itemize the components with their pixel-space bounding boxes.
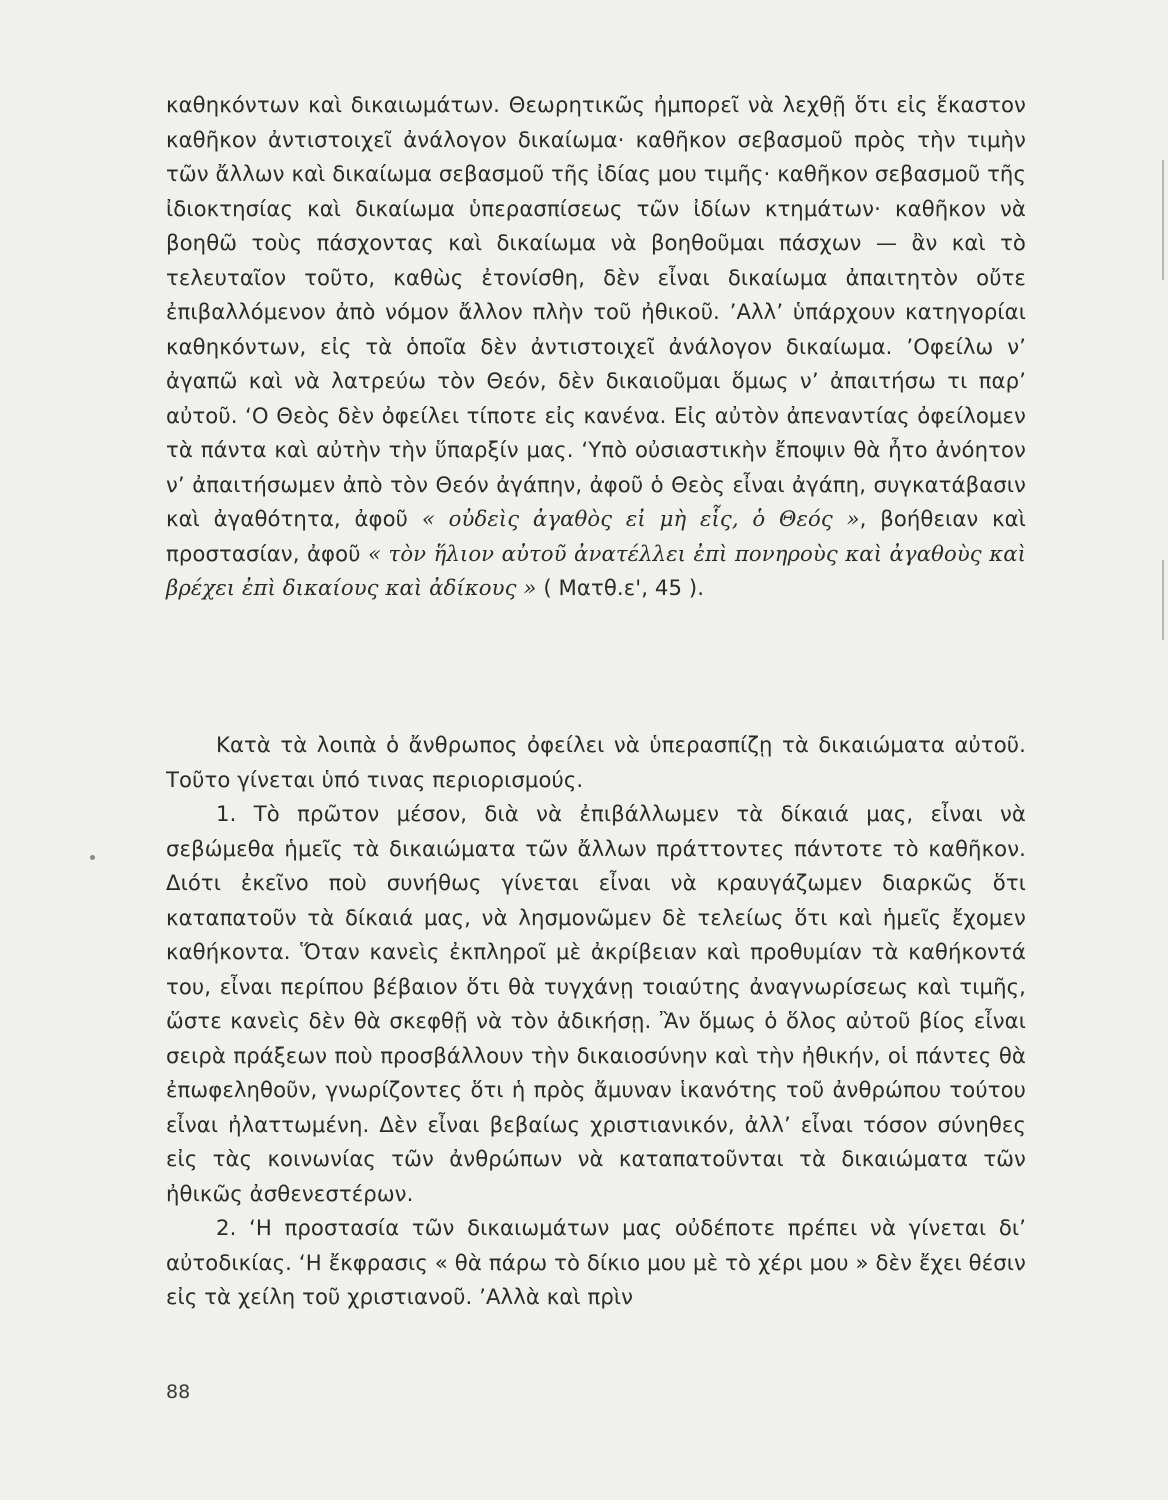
- quote-2: « τὸν ἥλιον αὐτοῦ ἀνατέλλει ἐπὶ πονηροὺς καὶ ἀγαθοὺς καὶ βρέχει ἐπὶ δικαίους καὶ ἀδίκους »: [166, 540, 1027, 600]
- scan-speck: [90, 855, 95, 860]
- scripture-reference: ( Ματθ.ε', 45 ).: [536, 575, 705, 600]
- page-edge-shadow: [1162, 160, 1164, 280]
- paragraph-1-text: καθηκόντων καὶ δικαιωμάτων. Θεωρητικῶς ἠμπορεῖ νὰ λεχθῇ ὅτι εἰς ἕκαστον καθῆκον ἀντιστοιχεῖ ἀνάλογον δικαίωμα· καθῆκον σεβασμοῦ πρὸς τὴν τιμὴν τῶν ἄλλων καὶ δικαίωμα σεβασμοῦ τῆς ἰδίας μου τιμῆς· καθῆκον σεβασμοῦ τῆς ἰδιοκτησίας καὶ δικαίωμα ὑπερασπίσεως τῶν ἰδίων κτημάτων· καθῆκον νὰ βοηθῶ τοὺς πάσχοντας καὶ δικαίωμα νὰ βοηθοῦμαι πάσχων — ἂν καὶ τὸ τελευταῖον τοῦτο, καθὼς ἐτονίσθη, δὲν εἶναι δικαίωμα ἀπαιτητὸν οὔτε ἐπιβαλλόμενον ἀπὸ νόμον ἄλλον πλὴν τοῦ ἠθικοῦ. ’Αλλ’ ὑπάρχουν κατηγορίαι καθηκόντων, εἰς τὰ ὁποῖα δὲν ἀντιστοιχεῖ ἀνάλογον δικαίωμα. ’Οφείλω ν’ ἀγαπῶ καὶ νὰ λατρεύω τὸν Θεόν, δὲν δικαιοῦμαι ὅμως ν’ ἀπαιτήσω τι παρ’ αὐτοῦ. ‘Ο Θεὸς δὲν ὀφείλει τίποτε εἰς κανένα. Εἰς αὐτὸν ἀπεναντίας ὀφείλομεν τὰ πάντα καὶ αὐτὴν τὴν ὕπαρξίν μας. ‘Υπὸ οὐσιαστικὴν ἔποψιν θὰ ἦτο ἀνόητον ν’ ἀπαιτήσωμεν ἀπὸ τὸν Θεόν ἀγάπην, ἀφοῦ ὁ Θεὸς εἶναι ἀγάπη, συγκατάβασιν καὶ ἀγαθότητα, ἀφοῦ: [166, 92, 1026, 531]
- page-number: 88: [166, 1381, 191, 1403]
- paragraph-1: [166, 88, 1026, 606]
- quote-1: « οὐδεὶς ἀγαθὸς εἰ μὴ εἷς, ὁ Θεός »: [421, 506, 860, 531]
- paragraph-2: Κατὰ τὰ λοιπὰ ὁ ἄνθρωπος ὀφείλει νὰ ὑπερασπίζῃ τὰ δικαιώματα αὐτοῦ. Τοῦτο γίνεται ὑπό τινας περιορισμούς.: [166, 732, 1026, 792]
- paragraph-1-continuation: , βοήθειαν καὶ προστασίαν, ἀφοῦ: [166, 506, 1026, 566]
- paragraph-3: 1. Τὸ πρῶτον μέσον, διὰ νὰ ἐπιβάλλωμεν τὰ δίκαιά μας, εἶναι νὰ σεβώμεθα ἡμεῖς τὰ δικαιώματα τῶν ἄλλων πράττοντες πάντοτε τὸ καθῆκον. Διότι ἐκεῖνο ποὺ συνήθως γίνεται εἶναι νὰ κραυγάζωμεν διαρκῶς ὅτι καταπατοῦν τὰ δίκαιά μας, νὰ λησμονῶμεν δὲ τελείως ὅτι καὶ ἡμεῖς ἔχομεν καθήκοντα. Ὅταν κανεὶς ἐκπληροῖ μὲ ἀκρίβειαν καὶ προθυμίαν τὰ καθήκοντά του, εἶναι περίπου βέβαιον ὅτι θὰ τυγχάνῃ τοιαύτης ἀναγνωρίσεως καὶ τιμῆς, ὥστε κανεὶς δὲν θὰ σκεφθῇ νὰ τὸν ἀδικήσῃ. Ἂν ὅμως ὁ ὅλος αὐτοῦ βίος εἶναι σειρὰ πράξεων ποὺ προσβάλλουν τὴν δικαιοσύνην καὶ τὴν ἠθικήν, οἱ πάντες θὰ ἐπωφεληθοῦν, γνωρίζοντες ὅτι ἡ πρὸς ἄμυναν ἱκανότης τοῦ ἀνθρώπου τούτου εἶναι ἠλαττωμένη. Δὲν εἶναι βεβαίως χριστιανικόν, ἀλλ’ εἶναι τόσον σύνηθες εἰς τὰς κοινωνίας τῶν ἀνθρώπων νὰ καταπατοῦνται τὰ δικαιώματα τῶν ἠθικῶς ἀσθενεστέρων.: [166, 801, 1026, 1206]
- paragraph-4: 2. ‘Η προστασία τῶν δικαιωμάτων μας οὐδέποτε πρέπει νὰ γίνεται δι’ αὐτοδικίας. ‘Η ἔκφρασις « θὰ πάρω τὸ δίκιο μου μὲ τὸ χέρι μου » δὲν ἔχει θέσιν εἰς τὰ χείλη τοῦ χριστιανοῦ. ’Αλλὰ καὶ πρὶν: [166, 1215, 1026, 1309]
- text-block-top: [166, 88, 1026, 606]
- page-edge-shadow: [1162, 560, 1164, 640]
- text-block-bottom: [166, 728, 1026, 1315]
